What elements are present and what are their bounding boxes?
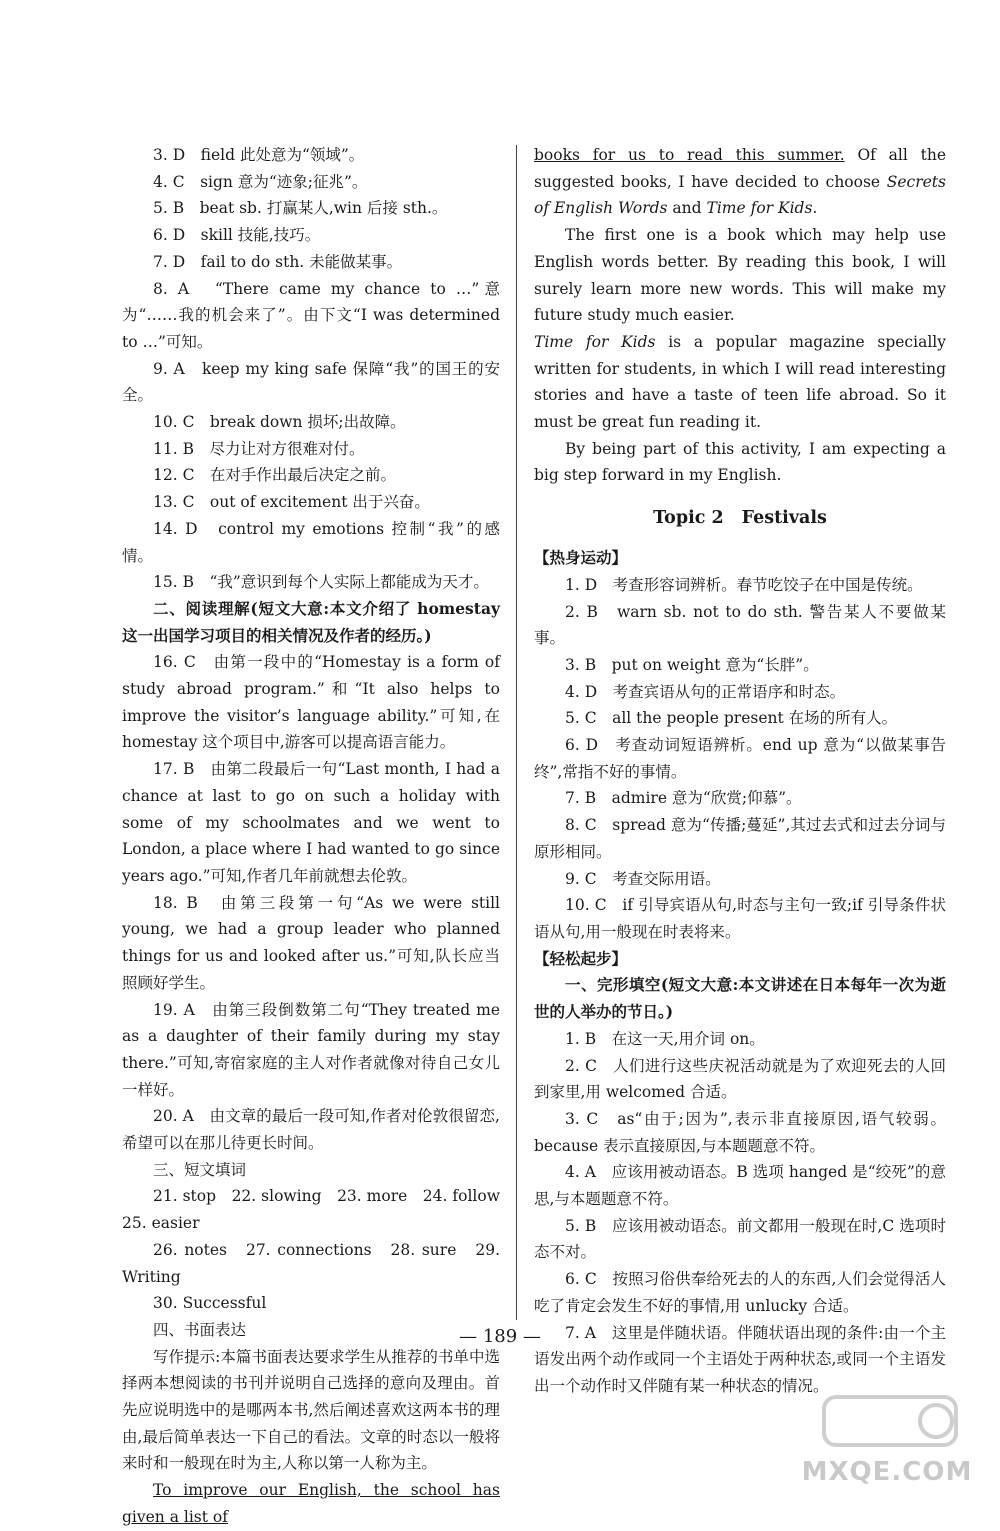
section-heading: 二、阅读理解(短文大意:本文介绍了 homestay 这一出国学习项目的相关情况及作者的经历。) [122,598,500,645]
topic-name: Festivals [741,508,827,529]
answer-line: 7. D fail to do sth. 未能做某事。 [153,252,403,271]
answer-line: 3. B put on weight 意为“长胖”。 [565,655,819,674]
answer-line: 12. C 在对手作出最后决定之前。 [153,466,396,485]
essay-paragraph [534,142,946,222]
section-heading: 三、短文填词 [153,1160,247,1179]
book-title: Time for Kids [534,332,656,351]
answer-line: 15. B “我”意识到每个人实际上都能成为天才。 [153,573,489,592]
fill-answers: 30. Successful [153,1294,267,1313]
essay-text: and [667,199,707,218]
answer-line: 4. D 考查宾语从句的正常语序和时态。 [565,682,846,701]
essay-start: To improve our English, the school has given a list of [122,1481,500,1526]
fill-answers: 21. stop 22. slowing 23. more 24. follow 25. easier [122,1187,516,1233]
answer-line: 11. B 尽力让对方很难对付。 [153,439,365,458]
answer-line: 5. C all the people present 在场的所有人。 [565,709,898,728]
answer-paragraph: 20. A 由文章的最后一段可知,作者对伦敦很留恋,希望可以在那儿待更长时间。 [122,1107,500,1153]
answer-line: 2. C 人们进行这些庆祝活动就是为了欢迎死去的人回到家里,用 welcomed 合适。 [534,1056,946,1102]
answer-line: 7. A 这里是伴随状语。伴随状语出现的条件:由一个主语发出两个动作或同一个主语处于两种状态,或同一个主语发出一个动作时又伴随有某一种状态的情况。 [534,1323,946,1395]
answer-line: 9. C 考查交际用语。 [565,869,721,888]
essay-text: is a popular magazine specially written for students, in which I will read interesting stories and have a taste of teen life abroad. So it must be great fun reading it. [534,332,946,432]
answer-paragraph: 16. C 由第一段中的“Homestay is a form of study abroad program.”和“It also helps to improve the visitor’s language ability.”可知,在 homestay 这个项目中,游客可以提高语言能力。 [122,653,500,752]
essay-paragraph [534,329,946,436]
answer-line: 8. C spread 意为“传播;蔓延”,其过去式和过去分词与原形相同。 [534,816,946,861]
answer-paragraph: 17. B 由第二段最后一句“Last month, I had a chance at last to go on such a holiday with some of my schoolmates and we went to London, a place where I had wanted to go since years ago.”可知,作者几年前就想去伦敦。 [122,760,500,885]
answer-line: 4. A 应该用被动语态。B 选项 hanged 是“绞死”的意思,与本题题意不符。 [534,1163,946,1209]
topic-heading [534,503,946,533]
answer-paragraph: 19. A 由第三段倒数第二句“They treated me as a daughter of their family during my stay there.”可知,寄宿家庭的主人对作者就像对待自己女儿一样好。 [122,1000,500,1099]
page-number: — 189 — [459,1326,541,1347]
answer-line: 13. C out of excitement 出于兴奋。 [153,493,430,512]
column-divider [516,145,517,1320]
answer-line: 1. D 考查形容词辨析。春节吃饺子在中国是传统。 [565,575,923,594]
section-heading: 一、完形填空(短文大意:本文讲述在日本每年一次为逝世的人举办的节日。) [534,975,946,1022]
answer-paragraph: 18. B 由第三段第一句“As we were still young, we had a group leader who planned things for us and looked after us.”可知,队长应当照顾好学生。 [122,893,500,992]
essay-text: Of all the suggested books, I have decided to choose [534,146,947,191]
section-label: 【热身运动】 [534,548,628,568]
watermark-logo [792,1391,982,1487]
right-column [534,142,946,1400]
watermark-url: MXQE.COM [801,1457,973,1487]
watermark-badge-icon [820,1391,960,1451]
essay-paragraph: By being part of this activity, I am expecting a big step forward in my English. [534,439,946,485]
fill-answers: 26. notes 27. connections 28. sure 29. Writing [122,1240,500,1286]
answer-line: 1. B 在这一天,用介词 on。 [565,1029,765,1048]
answer-line: 9. A keep my king safe 保障“我”的国王的安全。 [122,359,500,405]
answer-line: 10. C if 引导宾语从句,时态与主句一致;if 引导条件状语从句,用一般现在时表将来。 [534,896,946,941]
answer-line: 10. C break down 损坏;出故障。 [153,413,406,432]
answer-line: 6. C 按照习俗供奉给死去的人的东西,人们会觉得活人吃了肯定会发生不好的事情,用 unlucky 合适。 [534,1270,946,1315]
answer-line: 3. C as“由于;因为”,表示非直接原因,语气较弱。because 表示直接原因,与本题题意不符。 [534,1109,946,1155]
answer-line: 2. B warn sb. not to do sth. 警告某人不要做某事。 [534,602,946,648]
essay-text: . [812,199,818,218]
answer-line: 4. C sign 意为“迹象;征兆”。 [153,172,368,191]
answer-line: 14. D control my emotions 控制“我”的感情。 [122,519,500,565]
essay-underlined: books for us to read this summer. [534,146,845,164]
left-column [122,142,516,1531]
answer-line: 6. D skill 技能,技巧。 [153,226,321,245]
topic-label: Topic 2 [653,508,724,529]
answer-line: 8. A “There came my chance to …”意为“……我的机会来了”。由下文“I was determined to …”可知。 [122,279,500,351]
essay-paragraph: The first one is a book which may help use English words better. By reading this book, I will surely learn more new words. This will make my future study much easier. [534,226,946,325]
section-label: 【轻松起步】 [534,948,628,968]
writing-tip: 写作提示:本篇书面表达要求学生从推荐的书单中选择两本想阅读的书刊并说明自己选择的意向及理由。首先应说明选中的是哪两本书,然后阐述喜欢这两本书的理由,最后简单表达一下自己的看法。文章的时态以一般将来时和一般现在时为主,人称以第一人称为主。 [122,1347,500,1473]
answer-line: 5. B beat sb. 打赢某人,win 后接 sth.。 [153,199,448,218]
book-title: Time for Kids [706,199,813,218]
answer-line: 6. D 考查动词短语辨析。end up 意为“以做某事告终”,常指不好的事情。 [534,736,946,781]
answer-line: 5. B 应该用被动语态。前文都用一般现在时,C 选项时态不对。 [534,1216,946,1262]
answer-line: 7. B admire 意为“欣赏;仰慕”。 [565,789,802,808]
answer-line: 3. D field 此处意为“领域”。 [153,146,365,164]
section-heading: 四、书面表达 [153,1320,247,1339]
book-title: Secrets of English Words [534,172,946,218]
